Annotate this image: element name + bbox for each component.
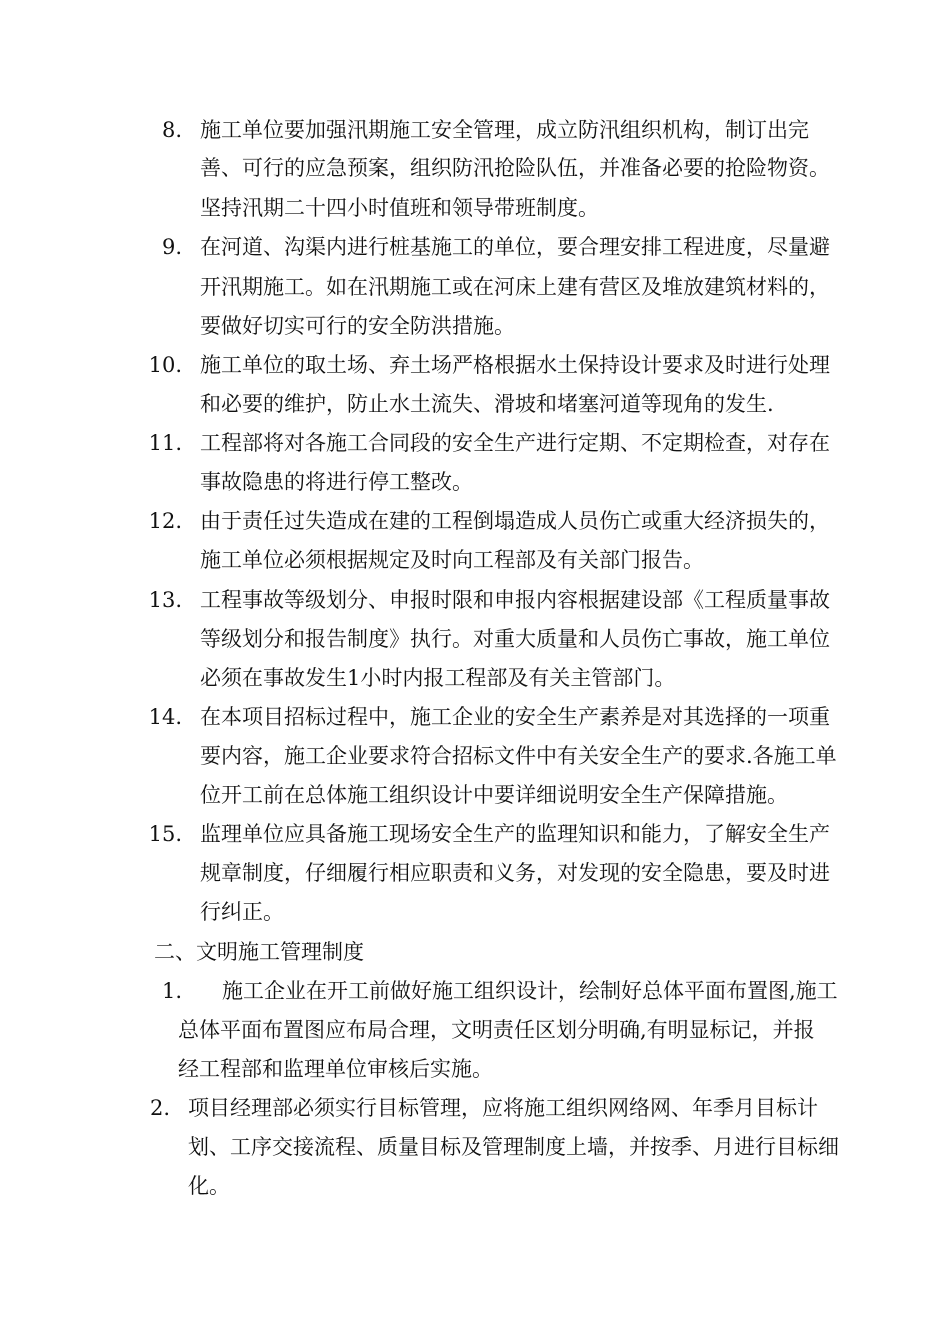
list-item-text: 施工企业在开工前做好施工组织设计，绘制好总体平面布置图,施工 [222,979,838,1003]
list-item-text: 由于责任过失造成在建的工程倒塌造成人员伤亡或重大经济损失的， [200,509,830,533]
list-item-text: 在河道、沟渠内进行桩基施工的单位，要合理安排工程进度，尽量避 [200,235,830,259]
list-item-text: 事故隐患的将进行停工整改。 [200,470,473,494]
list-item-number: 13. [148,588,182,612]
list-item-text: 位开工前在总体施工组织设计中要详细说明安全生产保障措施。 [200,783,788,807]
list-item-number: 14. [148,705,182,729]
list-item-text: 工程事故等级划分、申报时限和申报内容根据建设部《工程质量事故 [200,588,830,612]
list-item-text: 必须在事故发生1小时内报工程部及有关主管部门。 [200,666,676,690]
list-item-text: 监理单位应具备施工现场安全生产的监理知识和能力，了解安全生产 [200,822,830,846]
list-item-number: 2. [149,1096,170,1120]
list-item-text: 经工程部和监理单位审核后实施。 [178,1057,493,1081]
list-item-text: 化。 [188,1174,230,1198]
list-item-text: 坚持汛期二十四小时值班和领导带班制度。 [200,196,599,220]
list-item-number: 10. [148,353,182,377]
list-item-number: 1. [161,979,182,1003]
list-item-text: 规章制度，仔细履行相应职责和义务，对发现的安全隐患，要及时进 [200,861,830,885]
list-item-number: 11. [148,431,182,455]
section-heading: 二、文明施工管理制度 [154,940,364,964]
list-item-text: 和必要的维护，防止水土流失、滑坡和堵塞河道等现角的发生. [200,392,774,416]
list-item-text: 善、可行的应急预案，组织防汛抢险队伍，并准备必要的抢险物资。 [200,156,830,180]
list-item-text: 要做好切实可行的安全防洪措施。 [200,314,515,338]
list-item-text: 等级划分和报告制度》执行。对重大质量和人员伤亡事故，施工单位 [200,627,830,651]
list-item-text: 施工单位要加强汛期施工安全管理，成立防汛组织机构，制订出完 [200,118,809,142]
list-item-text: 开汛期施工。如在汛期施工或在河床上建有营区及堆放建筑材料的， [200,275,830,299]
list-item-number: 8. [161,118,182,142]
list-item-number: 9. [161,235,182,259]
list-item-text: 行纠正。 [200,900,284,924]
list-item-text: 施工单位的取土场、弃土场严格根据水土保持设计要求及时进行处理 [200,353,830,377]
list-item-number: 12. [148,509,182,533]
list-item-number: 15. [148,822,182,846]
list-item-text: 项目经理部必须实行目标管理，应将施工组织网络网、年季月目标计 [188,1096,818,1120]
list-item-text: 施工单位必须根据规定及时向工程部及有关部门报告。 [200,548,704,572]
list-item-text: 划、工序交接流程、质量目标及管理制度上墙，并按季、月进行目标细 [188,1135,839,1159]
list-item-text: 总体平面布置图应布局合理，文明责任区划分明确,有明显标记，并报 [178,1018,815,1042]
list-item-text: 工程部将对各施工合同段的安全生产进行定期、不定期检查，对存在 [200,431,830,455]
list-item-text: 要内容，施工企业要求符合招标文件中有关安全生产的要求.各施工单 [200,744,837,768]
list-item-text: 在本项目招标过程中，施工企业的安全生产素养是对其选择的一项重 [200,705,830,729]
